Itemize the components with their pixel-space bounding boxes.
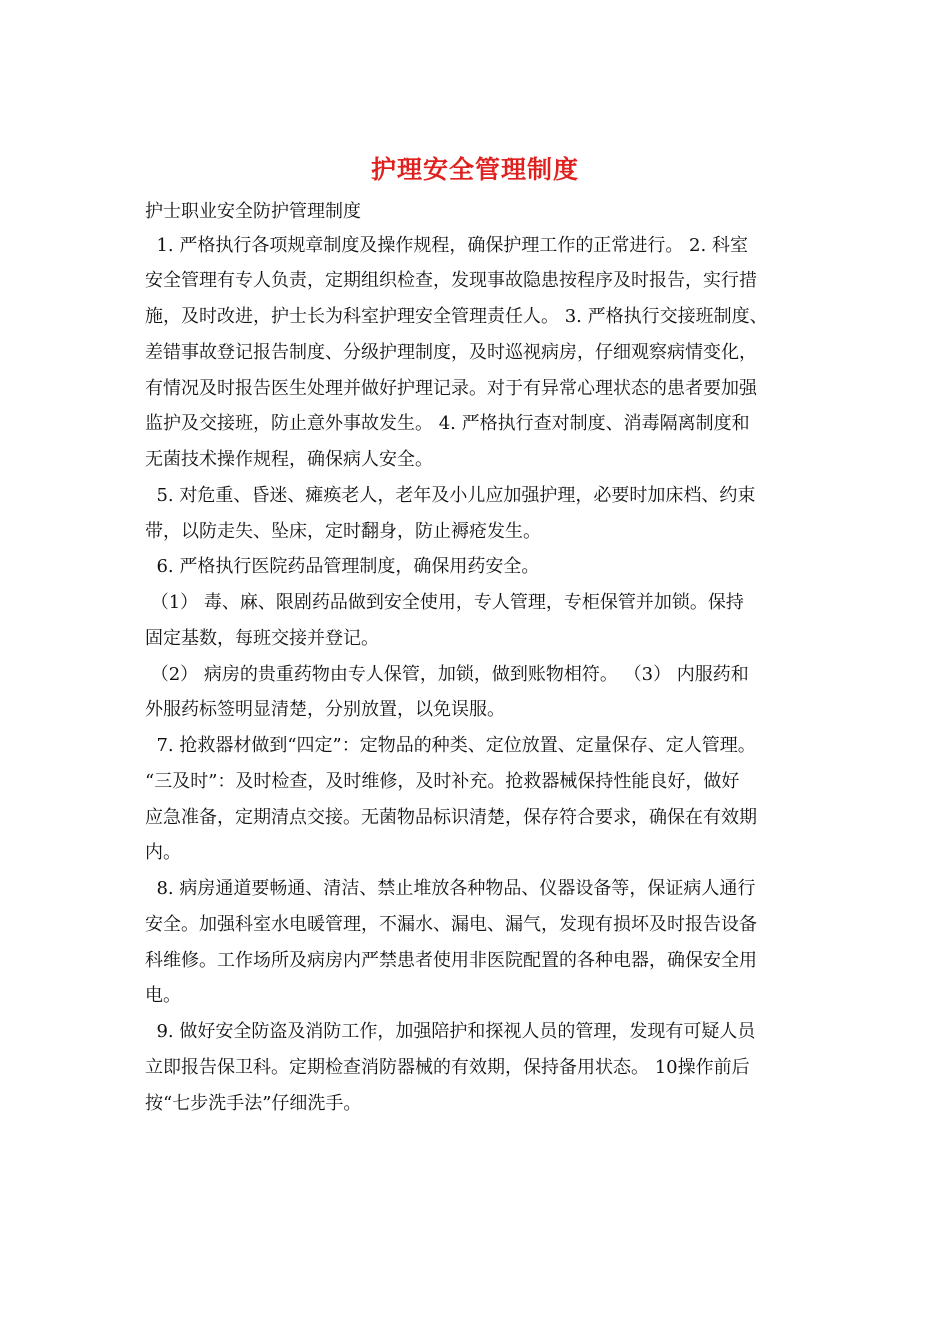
body-line: 施，及时改进，护士长为科室护理安全管理责任人。 3. 严格执行交接班制度、 — [145, 306, 768, 327]
body-line: 固定基数，每班交接并登记。 — [145, 628, 379, 649]
body-line: 差错事故登记报告制度、分级护理制度，及时巡视病房，仔细观察病情变化， — [145, 342, 757, 363]
body-line: 6. 严格执行医院药品管理制度，确保用药安全。 — [145, 556, 540, 577]
section-subtitle: 护士职业安全防护管理制度 — [145, 201, 361, 222]
body-line: 有情况及时报告医生处理并做好护理记录。对于有异常心理状态的患者要加强 — [145, 378, 757, 399]
body-line: 电。 — [145, 985, 181, 1006]
body-line: “三及时”：及时检查，及时维修，及时补充。抢救器械保持性能良好，做好 — [145, 771, 740, 792]
body-line: 外服药标签明显清楚，分别放置，以免误服。 — [145, 699, 505, 720]
body-line: 7. 抢救器材做到“四定”：定物品的种类、定位放置、定量保存、定人管理。 — [145, 735, 756, 756]
body-line: 1. 严格执行各项规章制度及操作规程，确保护理工作的正常进行。 2. 科室 — [145, 235, 748, 256]
body-line: 5. 对危重、昏迷、瘫痪老人，老年及小儿应加强护理，必要时加床档、约束 — [145, 485, 756, 506]
body-line: 应急准备，定期清点交接。无菌物品标识清楚，保存符合要求，确保在有效期 — [145, 807, 757, 828]
body-line: 带，以防走失、坠床，定时翻身，防止褥疮发生。 — [145, 521, 541, 542]
body-line: 安全管理有专人负责，定期组织检查，发现事故隐患按程序及时报告，实行措 — [145, 270, 757, 291]
body-line: （2） 病房的贵重药物由专人保管，加锁，做到账物相符。 （3） 内服药和 — [145, 664, 749, 685]
body-line: 科维修。工作场所及病房内严禁患者使用非医院配置的各种电器，确保安全用 — [145, 950, 757, 971]
body-line: 无菌技术操作规程，确保病人安全。 — [145, 449, 433, 470]
page-title: 护理安全管理制度 — [370, 155, 579, 184]
body-line: 安全。加强科室水电暖管理，不漏水、漏电、漏气，发现有损坏及时报告设备 — [145, 914, 757, 935]
body-line: 8. 病房通道要畅通、清洁、禁止堆放各种物品、仪器设备等，保证病人通行 — [145, 878, 756, 899]
body-line: 立即报告保卫科。定期检查消防器械的有效期，保持备用状态。 10操作前后 — [145, 1057, 750, 1078]
body-line: 监护及交接班，防止意外事故发生。 4. 严格执行查对制度、消毒隔离制度和 — [145, 413, 750, 434]
body-line: 按“七步洗手法”仔细洗手。 — [145, 1093, 362, 1114]
body-line: （1） 毒、麻、限剧药品做到安全使用，专人管理，专柜保管并加锁。保持 — [145, 592, 744, 613]
body-line: 内。 — [145, 842, 181, 863]
body-line: 9. 做好安全防盗及消防工作，加强陪护和探视人员的管理，发现有可疑人员 — [145, 1021, 756, 1042]
